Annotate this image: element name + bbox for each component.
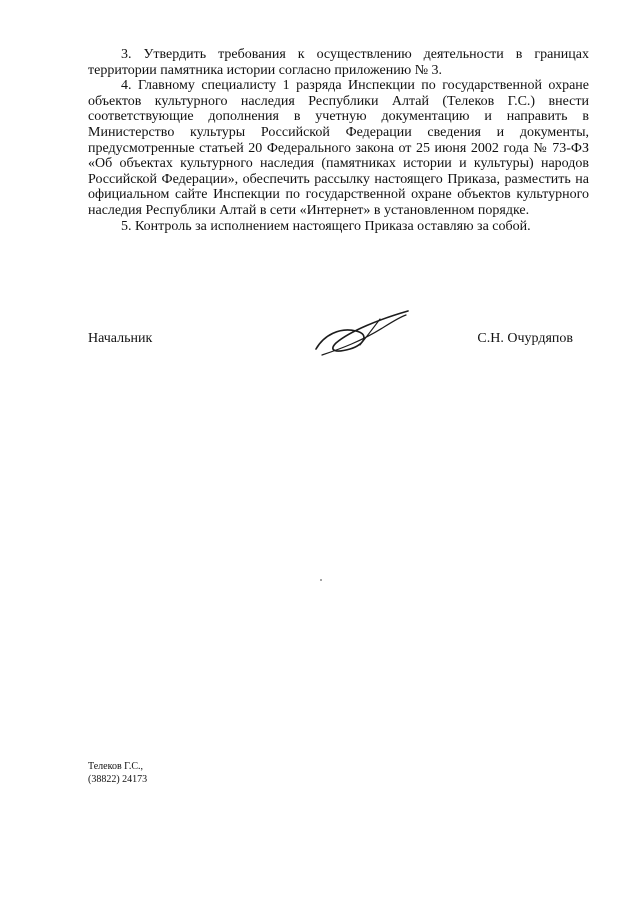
paragraph-5: 5. Контроль за исполнением настоящего Приказа оставляю за собой. [121, 218, 531, 234]
signature-block [88, 325, 589, 385]
executor-name: Телеков Г.С., [88, 761, 143, 772]
scan-speck [320, 579, 322, 581]
executor-phone: (38822) 24173 [88, 774, 148, 785]
signatory-title: Начальник [88, 331, 153, 346]
document-body [88, 47, 589, 234]
paragraph-4: 4. Главному специалисту 1 разряда Инспекции по государственной охране объектов культурного наследия Республики Алтай (Телеков Г.С.) внести соответствующие дополнения в учетную документацию и направить в Министерство культуры Российской Федерации сведения и документы, предусмотренные статьей 20 Федерального закона от 25 июня 2002 года № 73-ФЗ «Об объектах культурного наследия (памятниках истории и культуры) народов Российской Федерации», обеспечить рассылку настоящего Приказа, разместить на официальном сайте Инспекции по государственной охране объектов культурного наследия Республики Алтай в сети «Интернет» в установленном порядке. [88, 78, 589, 218]
executor-footer [88, 760, 147, 786]
handwritten-signature [310, 305, 414, 363]
paragraph-3: 3. Утвердить требования к осуществлению деятельности в границах территории памятника истории согласно приложению № 3. [88, 47, 589, 78]
signatory-name: С.Н. Очурдяпов [477, 331, 573, 346]
